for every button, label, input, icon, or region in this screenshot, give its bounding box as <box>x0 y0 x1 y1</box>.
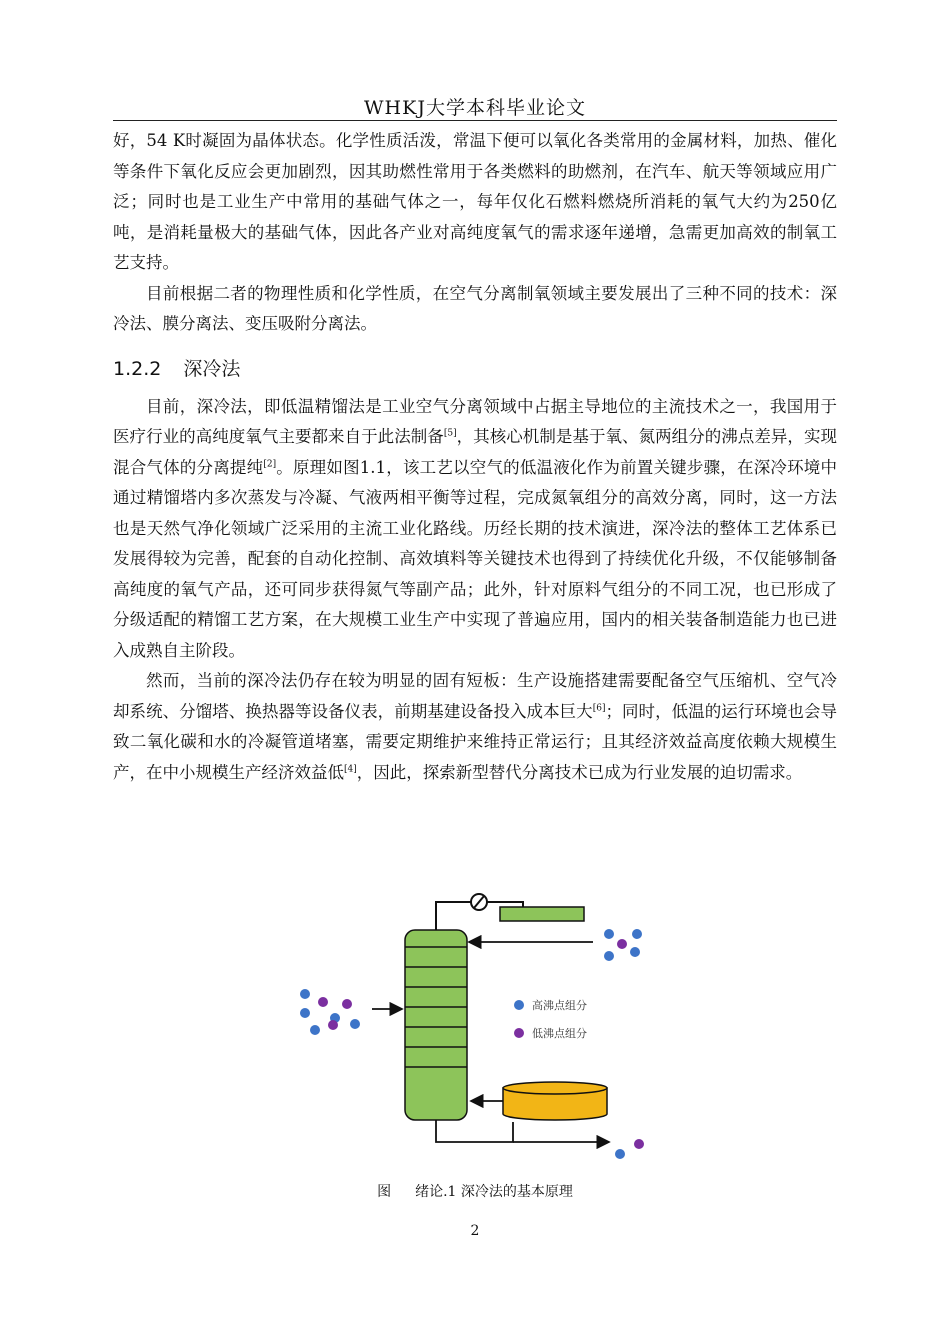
figure-caption <box>0 1181 950 1201</box>
cryogenic-distillation-diagram <box>293 892 653 1162</box>
page-header: WHKJ大学本科毕业论文 <box>364 97 586 119</box>
citation: [5] <box>443 428 457 439</box>
section-title: 深冷法 <box>183 357 241 380</box>
citation: [4] <box>344 764 357 774</box>
paragraph-continued: 好，54 K时凝固为晶体状态。化学性质活泼，常温下便可以氧化各类常用的金属材料，加热、催化等条件下氧化反应会更加剧烈，因其助燃性常用于各类燃料的助燃剂，在汽车、航天等领域应用广泛；同时也是工业生产中常用的基础气体之一，每年仅化石燃料燃烧所消耗的氧气大约为250亿吨，是消耗量极大的基础气体，因此各产业对高纯度氧气的需求逐年递增，急需更加高效的制氧工艺支持。 <box>113 131 837 272</box>
distillation-column <box>405 930 467 1120</box>
text-run: 然而，当前的深冷法仍存在较为明显的固有短板：生产设施搭建需要配备空气压缩机、空气冷却系统、分馏塔、换热器等设备仪表，前期基建设备投入成本巨大 <box>113 671 837 721</box>
section-heading <box>113 352 837 386</box>
paragraph-cryogenic-intro <box>113 392 837 667</box>
legend-low-label: 低沸点组分 <box>532 1027 587 1040</box>
citation: [2] <box>263 459 277 469</box>
condenser-line <box>436 902 471 930</box>
paragraph-cryogenic-drawbacks <box>113 666 837 788</box>
text-run: 目前，深冷法，即低温精馏法是工业空气分离领域中占据主导地位的主流技术之一，我国用于医疗行业的高纯度氧气主要都来自于此法制备 <box>113 396 837 446</box>
legend-low-dot <box>514 1028 524 1038</box>
caption-text: 绪论.1 深冷法的基本原理 <box>415 1184 573 1200</box>
text-run: 。原理如图1.1，该工艺以空气的低温液化作为前置关键步骤，在深冷环境中通过精馏塔内多次蒸发与冷凝、气液两相平衡等过程，完成氮氧组分的高效分离，同时，这一方法也是天然气净化领域广泛采用的主流工业化路线。历经长期的技术演进，深冷法的整体工艺体系已发展得较为完善，配套的自动化控制、高效填料等关键技术也得到了持续优化升级，不仅能够制备高纯度的氧气产品，还可同步获得氮气等副产品；此外，针对原料气组分的不同工况，也已形成了分级适配的精馏工艺方案，在大规模工业生产中实现了普遍应用，国内的相关装备制造能力也已进入成熟自主阶段。 <box>113 457 837 660</box>
page-number: 2 <box>470 1223 480 1239</box>
main-text <box>113 126 837 788</box>
header-rule <box>113 120 837 121</box>
text-run: ，因此，探索新型替代分离技术已成为行业发展的迫切需求。 <box>356 762 803 782</box>
text-run: ；同时，低温的运行环境也会导致二氧化碳和水的冷凝管道堵塞，需要定期维护来维持正常运行；且其经济效益高度依赖大规模生产，在中小规模生产经济效益低 <box>113 701 838 782</box>
citation: [6] <box>592 703 606 713</box>
section-number: 1.2.2 <box>113 357 162 380</box>
top-product-molecules <box>604 929 642 961</box>
bottom-product-molecules <box>615 1139 644 1159</box>
reboiler-feed-line <box>436 1120 513 1142</box>
reboiler-top <box>503 1082 607 1094</box>
legend-high-label: 高沸点组分 <box>532 999 587 1012</box>
paragraph-techniques: 目前根据二者的物理性质和化学性质，在空气分离制氧领域主要发展出了三种不同的技术：深冷法、膜分离法、变压吸附分离法。 <box>113 283 837 333</box>
caption-prefix: 图 <box>377 1184 392 1200</box>
figure-legend <box>514 998 587 1040</box>
text-run: ，其核心机制是基于氧、氮两组分的沸点差异，实现混合气体的分离提纯 <box>113 427 838 477</box>
feed-molecules <box>300 989 360 1035</box>
legend-high-dot <box>514 1000 524 1010</box>
condenser-box <box>500 907 584 921</box>
